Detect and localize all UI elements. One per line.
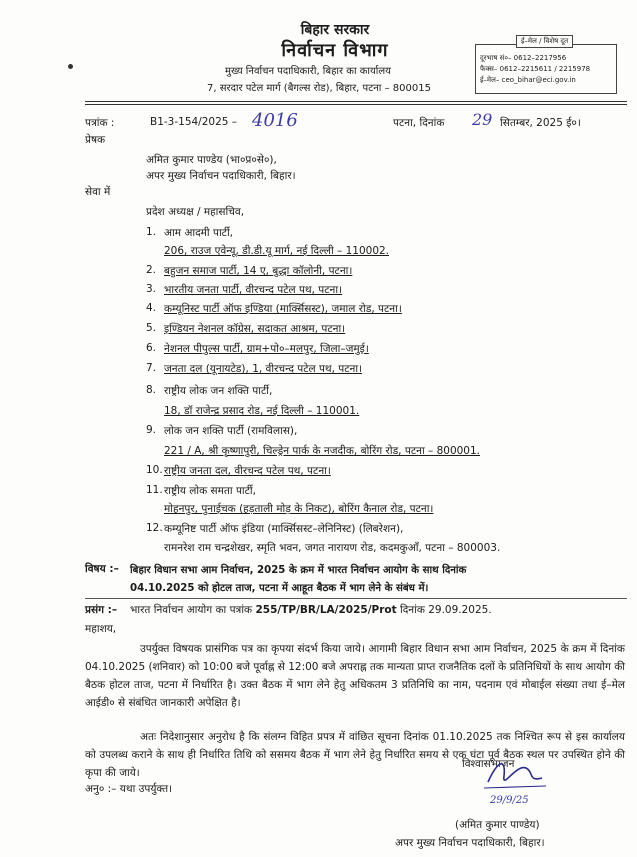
to-heading: प्रदेश अध्यक्ष / महासचिव, bbox=[146, 206, 245, 218]
recipient-line: नेशनल पीपुल्स पार्टी, ग्राम+पो०–मलपुर, जिला–जमुई। bbox=[164, 343, 369, 355]
recipient-address: 18, डॉ राजेन्द्र प्रसाद रोड, नई दिल्ली – 110001. bbox=[164, 405, 360, 417]
recipient-number: 3. bbox=[146, 283, 157, 295]
signer-name: (अमित कुमार पाण्डेय) bbox=[455, 819, 540, 831]
salutation: महाशय, bbox=[85, 623, 117, 635]
body-paragraph-1: उपर्युक्त विषयक प्रासंगिक पत्र का कृपया संदर्भ किया जाये। आगामी बिहार विधान सभा आम निर्वाचन, 2025 के क्रम में दिनांक 04.10.2025 (शनिवार) को 10:00 बजे पूर्वाह्न से 12:00 बजे अपराह्न तक मान्यता प्राप्त राजनैतिक दलों के प्रतिनिधियों के साथ आयोग की बैठक होटल ताज, पटना में निर्धारित है। उक्त बैठक में भाग लेने हेतु अधिकतम 3 प्रतिनिधि का नाम, पदनाम एवं मोबाईल संख्या तथा ई–मेल आईडी० से संबंधित जानकारी अपेक्षित है। bbox=[85, 643, 625, 709]
recipient-line: राष्ट्रीय जनता दल, वीरचन्द पटेल पथ, पटना। bbox=[164, 465, 331, 477]
recipient-number: 4. bbox=[146, 302, 157, 314]
recipient-number: 10. bbox=[146, 464, 163, 476]
reference-label: प्रसंग :– bbox=[85, 604, 118, 616]
to-label: सेवा में bbox=[85, 186, 111, 198]
reference-number: 255/TP/BR/LA/2025/Prot bbox=[255, 604, 397, 616]
reference-text-pre: भारत निर्वाचन आयोग का पत्रांक bbox=[130, 604, 253, 616]
subject-line-2: 04.10.2025 को होटल ताज, पटना में आहूत बैठक में भाग लेने के संबंध में। bbox=[130, 583, 429, 594]
subject-divider bbox=[85, 598, 627, 599]
body-paragraph-2: अतः निदेशानुसार अनुरोध है कि संलग्न विहित प्रपत्र में वांछित सूचना दिनांक 01.10.2025 तक निश्चित रूप से इस कार्यालय को उपलब्ध कराने के साथ ही निर्धारित तिथि को ससमय बैठक में भाग लेने हेतु निर्धारित समय से एक घंटा पूर्व बैठक स्थल पर उपस्थित होने की कृपा की जाये। bbox=[85, 731, 625, 779]
header-office: मुख्य निर्वाचन पदाधिकारी, बिहार का कार्यालय bbox=[225, 66, 391, 77]
recipient-line: कम्यूनिस्ट पार्टी ऑफ इण्डिया (मार्क्सिसस्ट), जमाल रोड, पटना। bbox=[164, 303, 402, 315]
recipient-line: इण्डियन नेशनल कॉग्रेस, सदाकत आश्रम, पटना। bbox=[164, 323, 346, 335]
header-department: निर्वाचन विभाग bbox=[281, 40, 389, 61]
closing: विश्वासभाजन bbox=[462, 758, 515, 770]
recipient-number: 1. bbox=[146, 226, 157, 238]
signature-date: 29/9/25 bbox=[490, 795, 529, 806]
enclosure: अनु० :– यथा उपर्युक्त। bbox=[85, 783, 173, 795]
header-address: 7, सरदार पटेल मार्ग (बैगल्स रोड), बिहार, पटना – 800015 bbox=[207, 83, 431, 94]
recipient-number: 5. bbox=[146, 322, 157, 334]
recipient-line: लोक जन शक्ति पार्टी (रामविलास), bbox=[164, 425, 298, 437]
header-govt: बिहार सरकार bbox=[300, 22, 370, 38]
punch-hole-mark bbox=[68, 64, 73, 69]
recipient-number: 6. bbox=[146, 342, 157, 354]
mail-tag: ई–मेल / विशेष दूत bbox=[516, 35, 573, 48]
sender-name: अमित कुमार पाण्डेय (भा०प्र०से०), bbox=[146, 154, 277, 166]
recipient-address: 206, राउज एवेन्यू, डी.डी.यू मार्ग, नई दिल्ली – 110002. bbox=[164, 245, 390, 257]
subject-line-1: बिहार विधान सभा आम निर्वाचन, 2025 के क्रम में भारत निर्वाचन आयोग के साथ दिनांक bbox=[130, 565, 467, 576]
ref-number: B1-3-154/2025 – bbox=[150, 116, 238, 128]
subject-label: विषय :– bbox=[85, 563, 119, 575]
recipient-line: कम्यूनिष्ट पार्टी ऑफ इंडिया (मार्क्सिसस्ट–लेनिनिस्ट) (लिबरेशन), bbox=[164, 523, 404, 535]
recipient-line: राष्ट्रीय लोक समता पार्टी, bbox=[164, 485, 256, 497]
recipient-number: 2. bbox=[146, 264, 157, 276]
reference-text bbox=[130, 603, 492, 617]
recipient-address: मोहनपुर, पुनाईचक (हड़ताली मोड़ के निकट), बोरिंग कैनाल रोड, पटना। bbox=[164, 503, 434, 515]
signature bbox=[480, 752, 550, 797]
recipient-number: 7. bbox=[146, 362, 157, 374]
recipient-line: बहुजन समाज पार्टी, 14 ए, बुद्धा कॉलोनी, पटना। bbox=[164, 265, 353, 277]
recipient-number: 8. bbox=[146, 384, 157, 396]
recipient-line: राष्ट्रीय लोक जन शक्ति पार्टी, bbox=[164, 385, 273, 397]
header-divider bbox=[85, 101, 627, 102]
recipient-line: जनता दल (यूनायटेड), 1, वीरचन्द पटेल पथ, पटना। bbox=[164, 363, 363, 375]
date-handwritten: 29 bbox=[472, 110, 493, 129]
recipient-line: भारतीय जनता पार्टी, वीरचन्द पटेल पथ, पटना। bbox=[164, 284, 343, 296]
header-divider-2 bbox=[85, 104, 627, 105]
contact-fax: फैक्स– 0612–2215611 / 2215978 bbox=[480, 65, 591, 73]
reference-text-post: दिनांक 29.09.2025. bbox=[399, 604, 492, 616]
signer-designation: अपर मुख्य निर्वाचन पदाधिकारी, बिहार। bbox=[395, 837, 545, 849]
recipient-number: 11. bbox=[146, 484, 163, 496]
recipient-number: 9. bbox=[146, 424, 157, 436]
sender-label: प्रेषक bbox=[85, 134, 106, 146]
recipient-address: 221 / A, श्री कृष्णापुरी, चिल्ड्रेन पार्क के नजदीक, बोरिंग रोड, पटना – 800001. bbox=[164, 445, 481, 457]
contact-phone: दूरभाष सं०– 0612–2217956 bbox=[480, 54, 567, 62]
recipient-address: रामनरेश राम चन्द्रशेखर, स्मृति भवन, जगत नारायण रोड, कदमकुआँ, पटना – 800003. bbox=[164, 542, 501, 554]
sender-designation: अपर मुख्य निर्वाचन पदाधिकारी, बिहार। bbox=[146, 170, 296, 182]
recipient-number: 12. bbox=[146, 522, 163, 534]
ref-label: पत्रांक : bbox=[85, 117, 115, 129]
recipient-line: आम आदमी पार्टी, bbox=[164, 227, 234, 239]
date-rest: सितम्बर, 2025 ई०। bbox=[500, 117, 581, 129]
contact-email: ई–मेल– ceo_bihar@eci.gov.in bbox=[480, 76, 576, 84]
date-label: पटना, दिनांक bbox=[393, 117, 445, 129]
ref-number-handwritten: 4016 bbox=[252, 110, 298, 131]
